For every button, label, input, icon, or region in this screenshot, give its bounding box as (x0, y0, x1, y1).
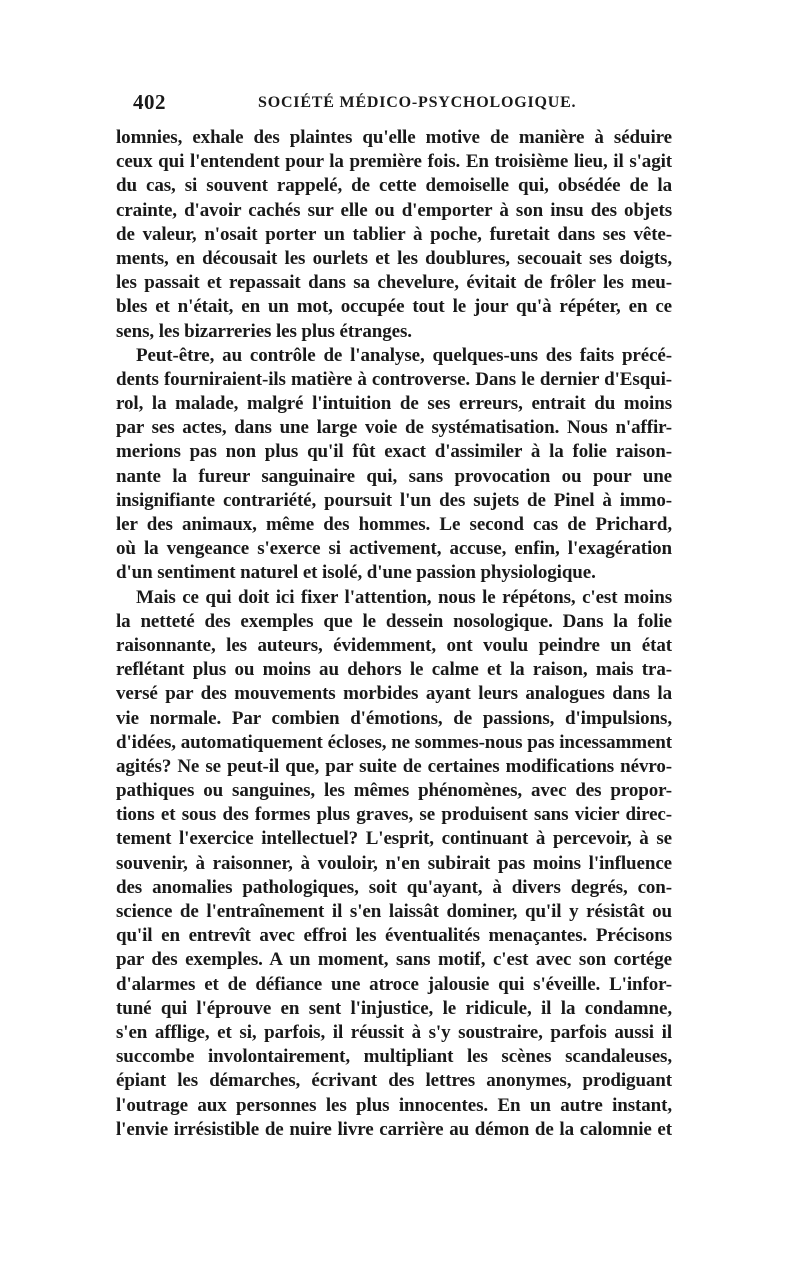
text-line: agités? Ne se peut-il que, par suite de certaines modifications névro- (116, 755, 672, 777)
text-line: de valeur, n'osait porter un tablier à poche, furetait dans ses vête- (116, 223, 672, 245)
text-line: raisonnante, les auteurs, évidemment, ont voulu peindre un état (116, 634, 672, 656)
text-line: nante la fureur sanguinaire qui, sans provocation ou pour une (116, 465, 672, 487)
text-line: s'en afflige, et si, parfois, il réussit à s'y soustraire, parfois aussi il (116, 1021, 672, 1043)
text-line: science de l'entraînement il s'en laissât dominer, qu'il y résistât ou (116, 901, 672, 922)
text-line: où la vengeance s'exerce si activement, accuse, enfin, l'exagération (116, 538, 672, 560)
text-line: ments, en décousait les ourlets et les doublures, secouait ses doigts, (116, 247, 672, 269)
text-line: sens, les bizarreries les plus étranges. (116, 320, 412, 342)
paragraph-start-line: Peut-être, au contrôle de l'analyse, quelques-uns des faits précé- (136, 344, 672, 366)
text-line: souvenir, à raisonner, à vouloir, n'en subirait pas moins l'influence (116, 852, 672, 874)
text-line: par ses actes, dans une large voie de systématisation. Nous n'affir- (116, 417, 672, 439)
text-line: crainte, d'avoir cachés sur elle ou d'emporter à son insu des objets (116, 199, 672, 221)
text-line: reflétant plus ou moins au dehors le calme et la raison, mais tra- (116, 659, 672, 681)
text-line: du cas, si souvent rappelé, de cette demoiselle qui, obsédée de la (116, 175, 672, 197)
text-line: d'alarmes et de défiance une atroce jalousie qui s'éveille. L'infor- (116, 973, 672, 995)
text-line: l'outrage aux personnes les plus innocentes. En un autre instant, (116, 1094, 672, 1116)
text-line: merions pas non plus qu'il fût exact d'assimiler à la folie raison- (116, 441, 672, 463)
text-line: lomnies, exhale des plaintes qu'elle motive de manière à séduire (116, 127, 672, 148)
text-line: par des exemples. A un moment, sans motif, c'est avec son cortége (116, 949, 672, 971)
text-line: les passait et repassait dans sa chevelure, évitait de frôler les meu- (116, 272, 672, 294)
text-line: d'idées, automatiquement écloses, ne sommes-nous pas incessamment (116, 731, 672, 753)
paragraph-start-line: Mais ce qui doit ici fixer l'attention, nous le répétons, c'est moins (136, 586, 672, 608)
text-line: bles et n'était, en un mot, occupée tout le jour qu'à répéter, en ce (116, 296, 672, 318)
body-text (116, 126, 672, 1142)
page-header (131, 90, 601, 120)
text-line: dents fourniraient-ils matière à controverse. Dans le dernier d'Esqui- (116, 368, 672, 390)
page-number: 402 (133, 90, 166, 114)
text-line: tement l'exercice intellectuel? L'esprit, continuant à percevoir, à se (116, 828, 672, 850)
text-line: épiant les démarches, écrivant des lettres anonymes, prodiguant (116, 1070, 672, 1092)
text-line: rol, la malade, malgré l'intuition de ses erreurs, entrait du moins (116, 393, 672, 415)
text-line: vie normale. Par combien d'émotions, de passions, d'impulsions, (116, 707, 672, 729)
text-line: tuné qui l'éprouve en sent l'injustice, le ridicule, il la condamne, (116, 997, 672, 1019)
text-line: pathiques ou sanguines, les mêmes phénomènes, avec des propor- (116, 780, 672, 802)
text-line: qu'il en entrevît avec effroi les éventualités menaçantes. Précisons (116, 925, 672, 947)
text-line: tions et sous des formes plus graves, se produisent sans vicier direc- (116, 804, 672, 826)
running-head: SOCIÉTÉ MÉDICO-PSYCHOLOGIQUE. (258, 94, 577, 111)
text-line: insignifiante contrariété, poursuit l'un des sujets de Pinel à immo- (116, 489, 672, 511)
text-line: d'un sentiment naturel et isolé, d'une passion physiologique. (116, 562, 596, 584)
text-line: la netteté des exemples que le dessein nosologique. Dans la folie (116, 610, 672, 632)
text-line: l'envie irrésistible de nuire livre carrière au démon de la calomnie et (116, 1118, 672, 1140)
text-line: succombe involontairement, multipliant les scènes scandaleuses, (116, 1046, 672, 1068)
text-line: versé par des mouvements morbides ayant leurs analogues dans la (116, 683, 672, 705)
text-line: ceux qui l'entendent pour la première fois. En troisième lieu, il s'agit (116, 151, 672, 173)
text-line: ler des animaux, même des hommes. Le second cas de Prichard, (116, 514, 672, 535)
text-line: des anomalies pathologiques, soit qu'ayant, à divers degrés, con- (116, 876, 672, 898)
